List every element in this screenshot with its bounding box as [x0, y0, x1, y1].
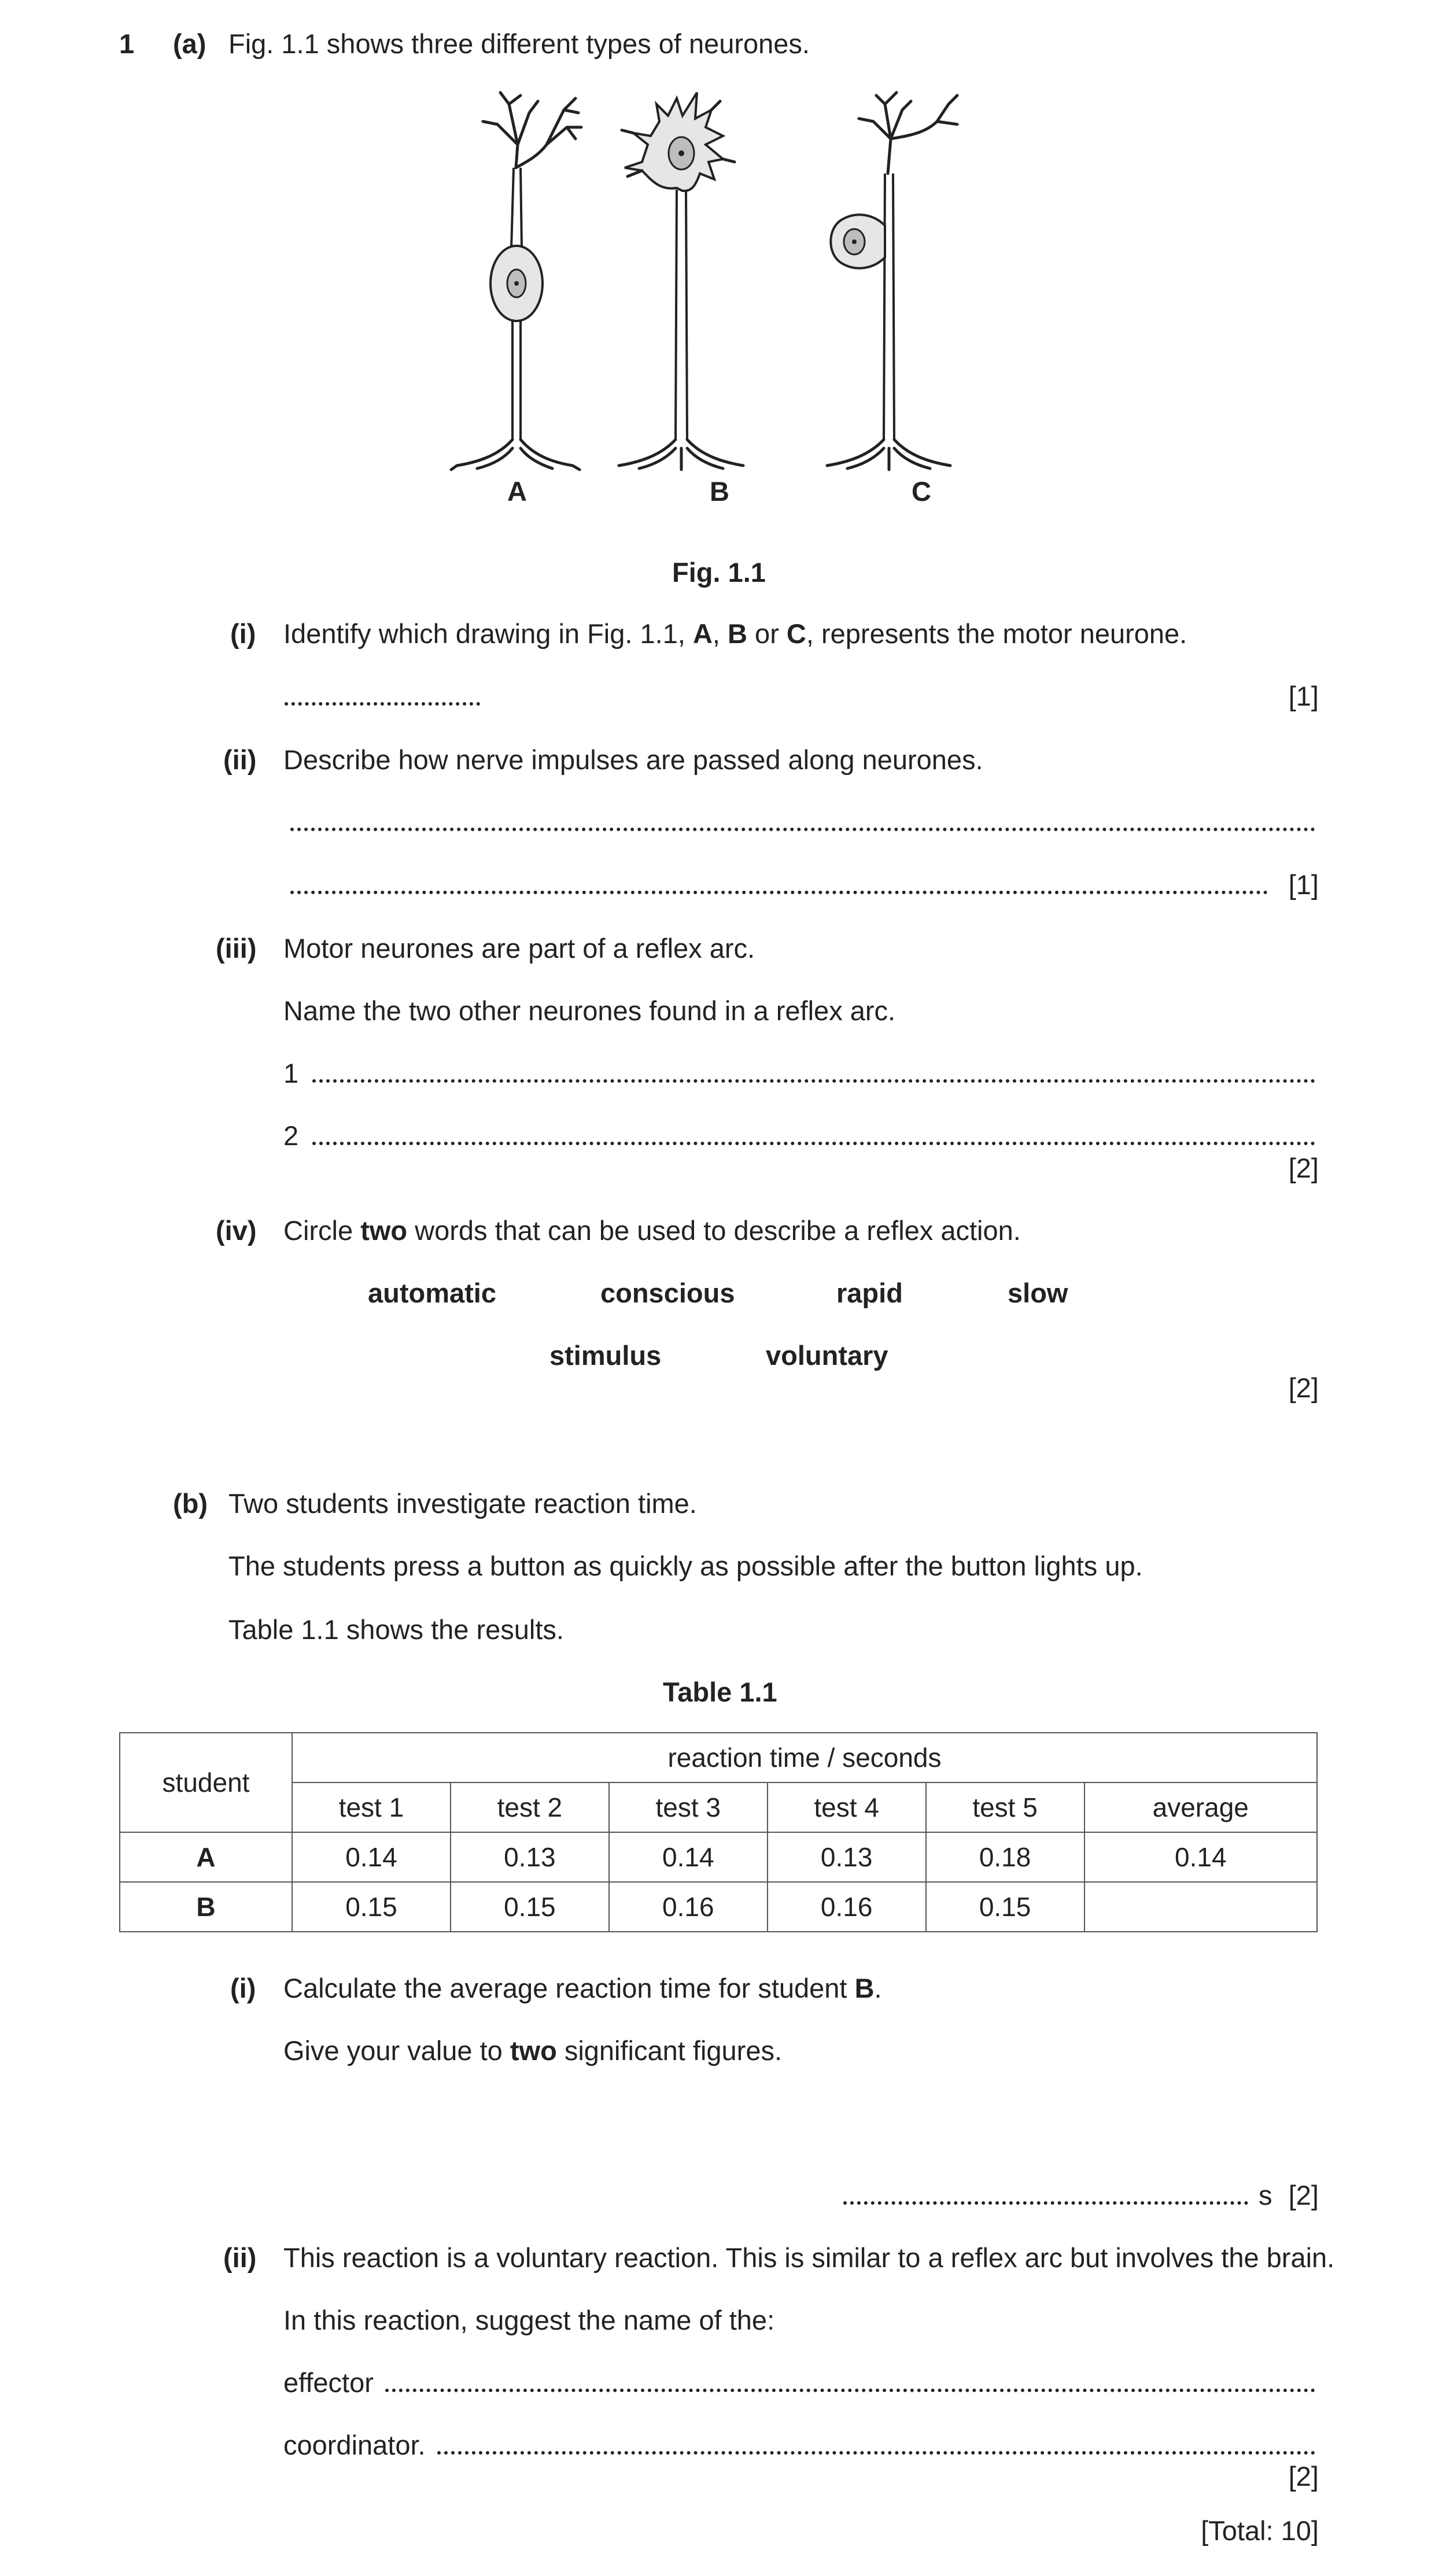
total-marks: [Total: 10]	[1201, 2515, 1319, 2546]
table-header-test-5: test 5	[926, 1782, 1084, 1832]
part-b-ii-label: (ii)	[223, 2242, 257, 2273]
mark-b-i: [2]	[1288, 2180, 1319, 2210]
table-cell-student: A	[120, 1832, 292, 1882]
table-cell: 0.14	[609, 1832, 768, 1882]
table-header-test-3: test 3	[609, 1782, 768, 1832]
reaction-time-table	[119, 1732, 1318, 1932]
part-b-i-label: (i)	[230, 1973, 256, 2003]
mark-a-iii: [2]	[1288, 1153, 1319, 1183]
word-option-stimulus[interactable]: stimulus	[549, 1340, 662, 1371]
figure-label-b: B	[710, 476, 729, 507]
table-cell: 0.14	[292, 1832, 451, 1882]
table-cell: 0.15	[292, 1882, 451, 1932]
part-a-i-label: (i)	[230, 618, 256, 649]
part-a-iii-label: (iii)	[216, 933, 257, 964]
word-option-voluntary[interactable]: voluntary	[766, 1340, 888, 1371]
table-cell: 0.16	[768, 1882, 926, 1932]
answer-line-a-i[interactable]	[285, 702, 480, 706]
coordinator-label: coordinator.	[283, 2430, 426, 2460]
table-cell: 0.13	[768, 1832, 926, 1882]
effector-label: effector	[283, 2367, 374, 2398]
word-option-slow[interactable]: slow	[1008, 1278, 1068, 1308]
part-a-ii-label: (ii)	[223, 744, 257, 775]
figure-label-c: C	[912, 476, 931, 507]
part-a-iii-question: Motor neurones are part of a reflex arc.	[283, 933, 755, 964]
answer-line-coordinator[interactable]	[437, 2451, 1315, 2455]
table-row	[120, 1882, 1317, 1932]
part-b-intro-1: Two students investigate reaction time.	[228, 1488, 697, 1519]
table-header-average: average	[1084, 1782, 1317, 1832]
neurone-a-drawing	[451, 93, 581, 470]
table-subheader-row	[120, 1782, 1317, 1832]
question-number: 1	[119, 28, 135, 59]
part-b-i-prompt: Give your value to two significant figures.	[283, 2035, 783, 2066]
neurone-figure	[428, 81, 1012, 521]
figure-label-a: A	[507, 476, 527, 507]
table-cell: 0.16	[609, 1882, 768, 1932]
answer-line-effector[interactable]	[385, 2389, 1315, 2392]
table-caption: Table 1.1	[663, 1677, 777, 1707]
table-cell: 0.14	[1084, 1832, 1317, 1882]
table-cell-student: B	[120, 1882, 292, 1932]
part-b-i-question: Calculate the average reaction time for student B.	[283, 1973, 882, 2003]
word-option-conscious[interactable]: conscious	[600, 1278, 735, 1308]
word-option-rapid[interactable]: rapid	[836, 1278, 903, 1308]
answer-line-a-ii-2[interactable]	[290, 891, 1268, 894]
table-cell-average-answer[interactable]	[1084, 1882, 1317, 1932]
word-option-automatic[interactable]: automatic	[368, 1278, 496, 1308]
table-header-reaction-time: reaction time / seconds	[292, 1733, 1317, 1782]
mark-b-ii: [2]	[1288, 2461, 1319, 2492]
table-header-test-1: test 1	[292, 1782, 451, 1832]
table-header-student: student	[120, 1733, 292, 1832]
answer-number-2: 2	[283, 1120, 299, 1151]
part-b-intro-2: The students press a button as quickly as possible after the button lights up.	[228, 1551, 1143, 1581]
part-a-iv-label: (iv)	[216, 1215, 257, 1246]
answer-line-b-i[interactable]	[843, 2201, 1248, 2205]
part-a-iii-prompt: Name the two other neurones found in a reflex arc.	[283, 995, 896, 1026]
part-b-label: (b)	[173, 1488, 208, 1519]
neurone-b-drawing	[619, 93, 743, 470]
part-a-intro: Fig. 1.1 shows three different types of neurones.	[228, 28, 810, 59]
mark-a-ii: [1]	[1288, 869, 1319, 900]
table-cell: 0.13	[451, 1832, 609, 1882]
mark-a-iv: [2]	[1288, 1372, 1319, 1403]
table-row	[120, 1832, 1317, 1882]
answer-number-1: 1	[283, 1058, 299, 1088]
answer-line-a-iii-2[interactable]	[312, 1142, 1315, 1145]
table-cell: 0.18	[926, 1832, 1084, 1882]
part-a-i-question: Identify which drawing in Fig. 1.1, A, B or C, represents the motor neurone.	[283, 618, 1187, 649]
figure-caption: Fig. 1.1	[672, 557, 766, 588]
answer-line-a-iii-1[interactable]	[312, 1079, 1315, 1083]
part-b-intro-3: Table 1.1 shows the results.	[228, 1614, 564, 1645]
unit-seconds: s	[1259, 2180, 1272, 2210]
part-a-iv-question: Circle two words that can be used to describe a reflex action.	[283, 1215, 1021, 1246]
mark-a-i: [1]	[1288, 681, 1319, 711]
neurone-c-drawing	[827, 93, 957, 470]
table-header-test-4: test 4	[768, 1782, 926, 1832]
part-b-ii-prompt: In this reaction, suggest the name of the:	[283, 2305, 775, 2335]
part-a-label: (a)	[173, 28, 206, 59]
table-cell: 0.15	[926, 1882, 1084, 1932]
part-b-ii-question: This reaction is a voluntary reaction. This is similar to a reflex arc but involves the brain.	[283, 2242, 1335, 2273]
table-cell: 0.15	[451, 1882, 609, 1932]
part-a-ii-question: Describe how nerve impulses are passed along neurones.	[283, 744, 983, 775]
table-header-row	[120, 1733, 1317, 1782]
table-header-test-2: test 2	[451, 1782, 609, 1832]
answer-line-a-ii-1[interactable]	[290, 828, 1315, 831]
